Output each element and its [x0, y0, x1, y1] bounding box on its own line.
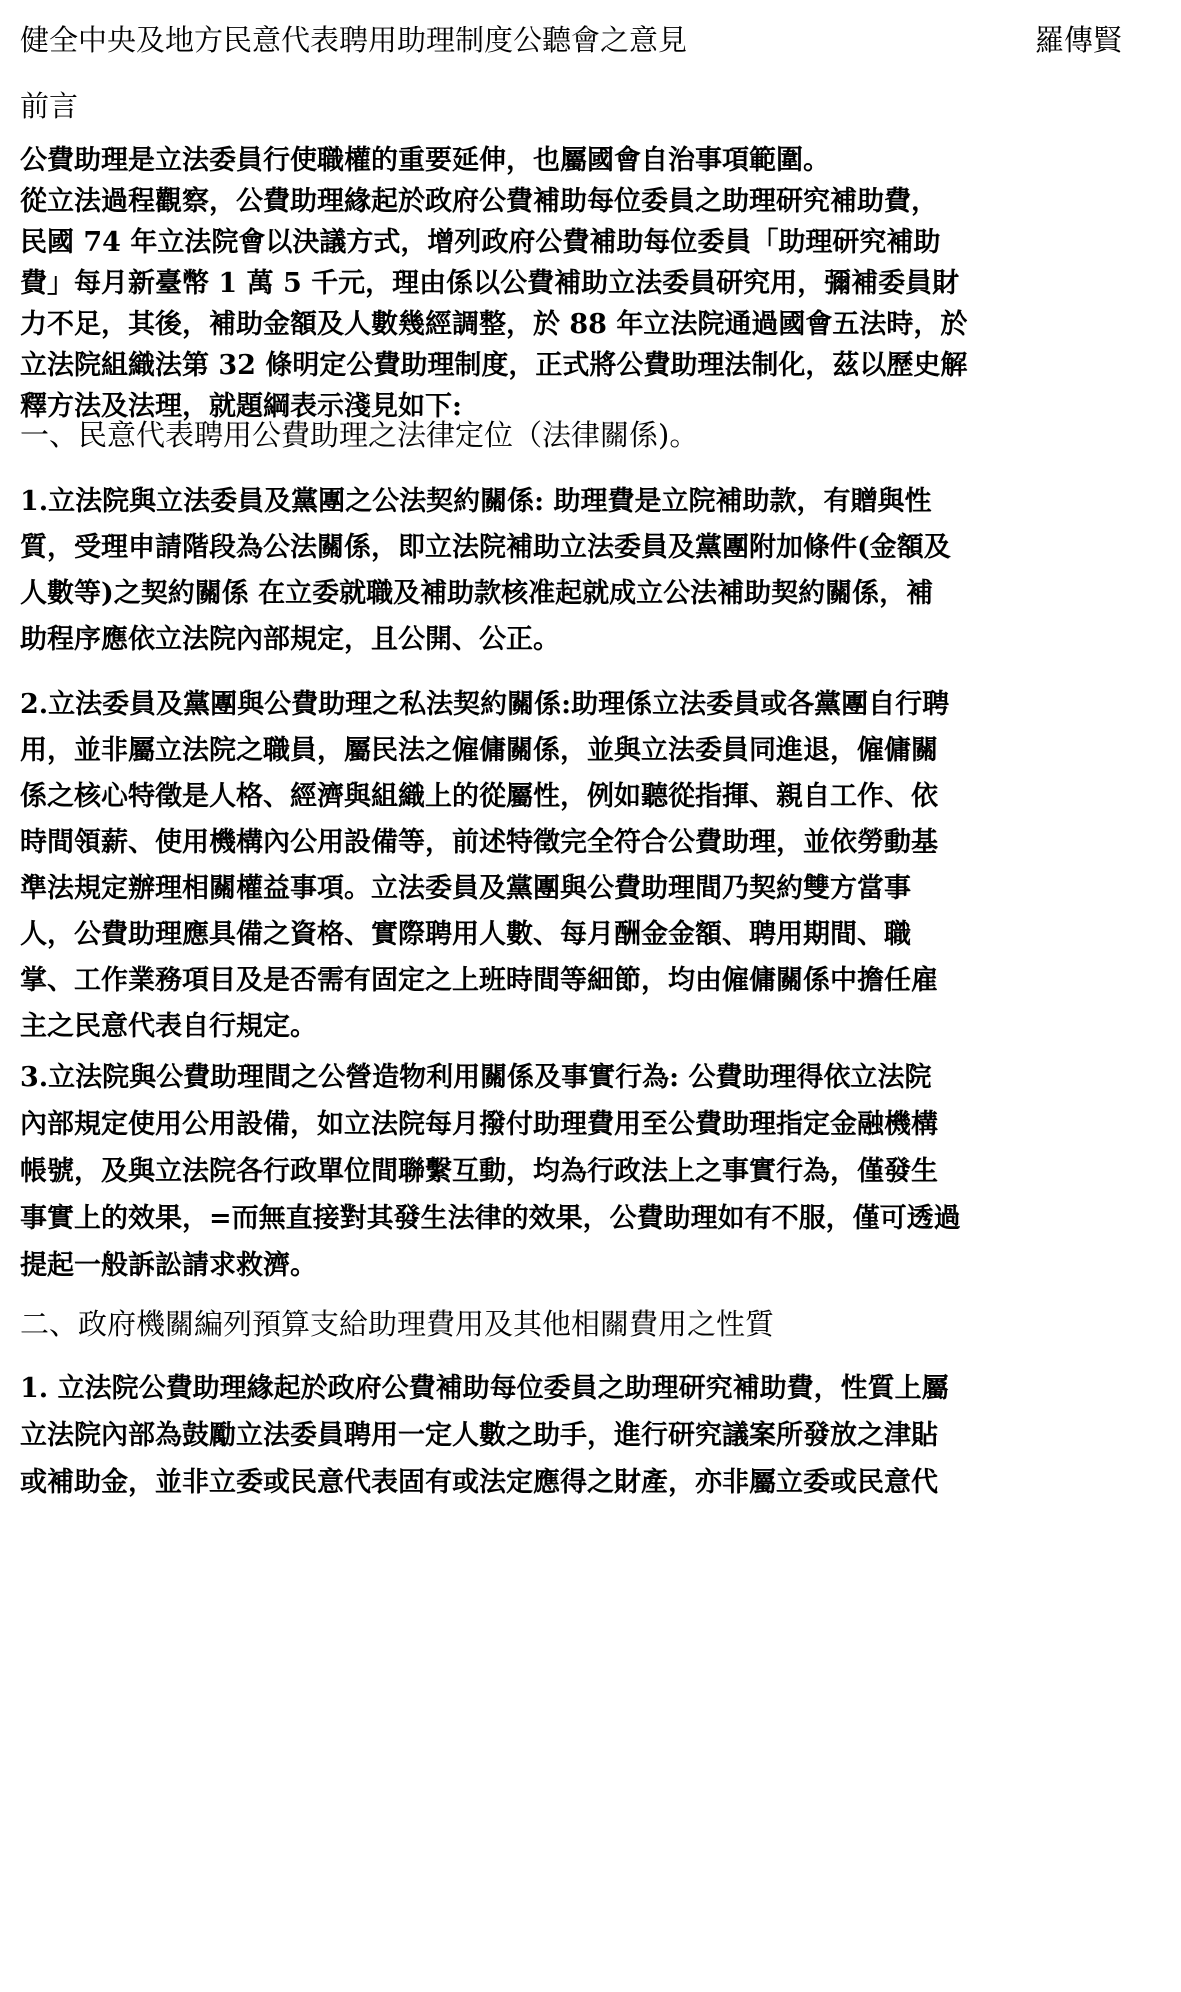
- intro-paragraph: [20, 140, 1160, 427]
- paragraph-line: 1. 立法院公費助理緣起於政府公費補助每位委員之助理研究補助費，性質上屬: [20, 1373, 949, 1404]
- paragraph-line: 時間領薪、使用機構內公用設備等，前述特徵完全符合公費助理，並依勞動基: [20, 827, 938, 858]
- paragraph-line: 或補助金，並非立委或民意代表固有或法定應得之財產，亦非屬立委或民意代: [20, 1467, 938, 1498]
- paragraph-line: 用，並非屬立法院之職員，屬民法之僱傭關係，並與立法委員同進退，僱傭關: [20, 735, 938, 766]
- paragraph-line: 立法院內部為鼓勵立法委員聘用一定人數之助手，進行研究議案所發放之津貼: [20, 1420, 938, 1451]
- paragraph-line: 準法規定辦理相關權益事項。立法委員及黨團與公費助理間乃契約雙方當事: [20, 873, 911, 904]
- intro-line: 力不足，其後，補助金額及人數幾經調整，於 88 年立法院通過國會五法時，於: [20, 309, 968, 340]
- paragraph-line: 主之民意代表自行規定。: [20, 1011, 317, 1042]
- intro-line: 立法院組織法第 32 條明定公費助理制度，正式將公費助理法制化，茲以歷史解: [20, 350, 968, 381]
- section-1-item-2: [20, 682, 1160, 1050]
- intro-line: 費」每月新臺幣 1 萬 5 千元，理由係以公費補助立法委員研究用，彌補委員財: [20, 268, 960, 299]
- intro-line: 釋方法及法理，就題綱表示淺見如下:: [20, 391, 462, 422]
- paragraph-line: 1.立法院與立法委員及黨團之公法契約關係: 助理費是立院補助款，有贈與性: [20, 486, 932, 517]
- section-2-heading: 二、政府機關編列預算支給助理費用及其他相關費用之性質: [20, 1307, 775, 1341]
- paragraph-line: 提起一般訴訟請求救濟。: [20, 1250, 317, 1281]
- paragraph-line: 人數等)之契約關係 在立委就職及補助款核准起就成立公法補助契約關係，補: [20, 578, 934, 609]
- intro-line: 公費助理是立法委員行使職權的重要延伸，也屬國會自治事項範圍。: [20, 145, 830, 176]
- paragraph-line: 2.立法委員及黨團與公費助理之私法契約關係:助理係立法委員或各黨團自行聘: [20, 689, 950, 720]
- document-title: 健全中央及地方民意代表聘用助理制度公聽會之意見: [20, 23, 688, 57]
- preface-heading: 前言: [20, 89, 79, 123]
- section-2-item-1: [20, 1365, 1160, 1506]
- paragraph-line: 係之核心特徵是人格、經濟與組織上的從屬性，例如聽從指揮、親自工作、依: [20, 781, 938, 812]
- paragraph-line: 3.立法院與公費助理間之公營造物利用關係及事實行為: 公費助理得依立法院: [20, 1062, 932, 1093]
- paragraph-line: 事實上的效果，=而無直接對其發生法律的效果，公費助理如有不服，僅可透過: [20, 1203, 961, 1234]
- paragraph-line: 帳號，及與立法院各行政單位間聯繫互動，均為行政法上之事實行為，僅發生: [20, 1156, 938, 1187]
- paragraph-line: 內部規定使用公用設備，如立法院每月撥付助理費用至公費助理指定金融機構: [20, 1109, 938, 1140]
- section-1-item-1: [20, 479, 1160, 663]
- author-name: 羅傳賢: [1034, 23, 1122, 57]
- intro-line: 民國 74 年立法院會以決議方式，增列政府公費補助每位委員「助理研究補助: [20, 227, 941, 258]
- intro-line: 從立法過程觀察，公費助理緣起於政府公費補助每位委員之助理研究補助費，: [20, 186, 938, 217]
- title-row: [20, 18, 1160, 59]
- paragraph-line: 助程序應依立法院內部規定，且公開、公正。: [20, 624, 560, 655]
- paragraph-line: 掌、工作業務項目及是否需有固定之上班時間等細節，均由僱傭關係中擔任雇: [20, 965, 938, 996]
- paragraph-line: 質，受理申請階段為公法關係，即立法院補助立法委員及黨團附加條件(金額及: [20, 532, 951, 563]
- section-1-item-3: [20, 1054, 1160, 1289]
- section-1-heading: 一、民意代表聘用公費助理之法律定位（法律關係)。: [20, 418, 699, 452]
- paragraph-line: 人，公費助理應具備之資格、實際聘用人數、每月酬金金額、聘用期間、職: [20, 919, 911, 950]
